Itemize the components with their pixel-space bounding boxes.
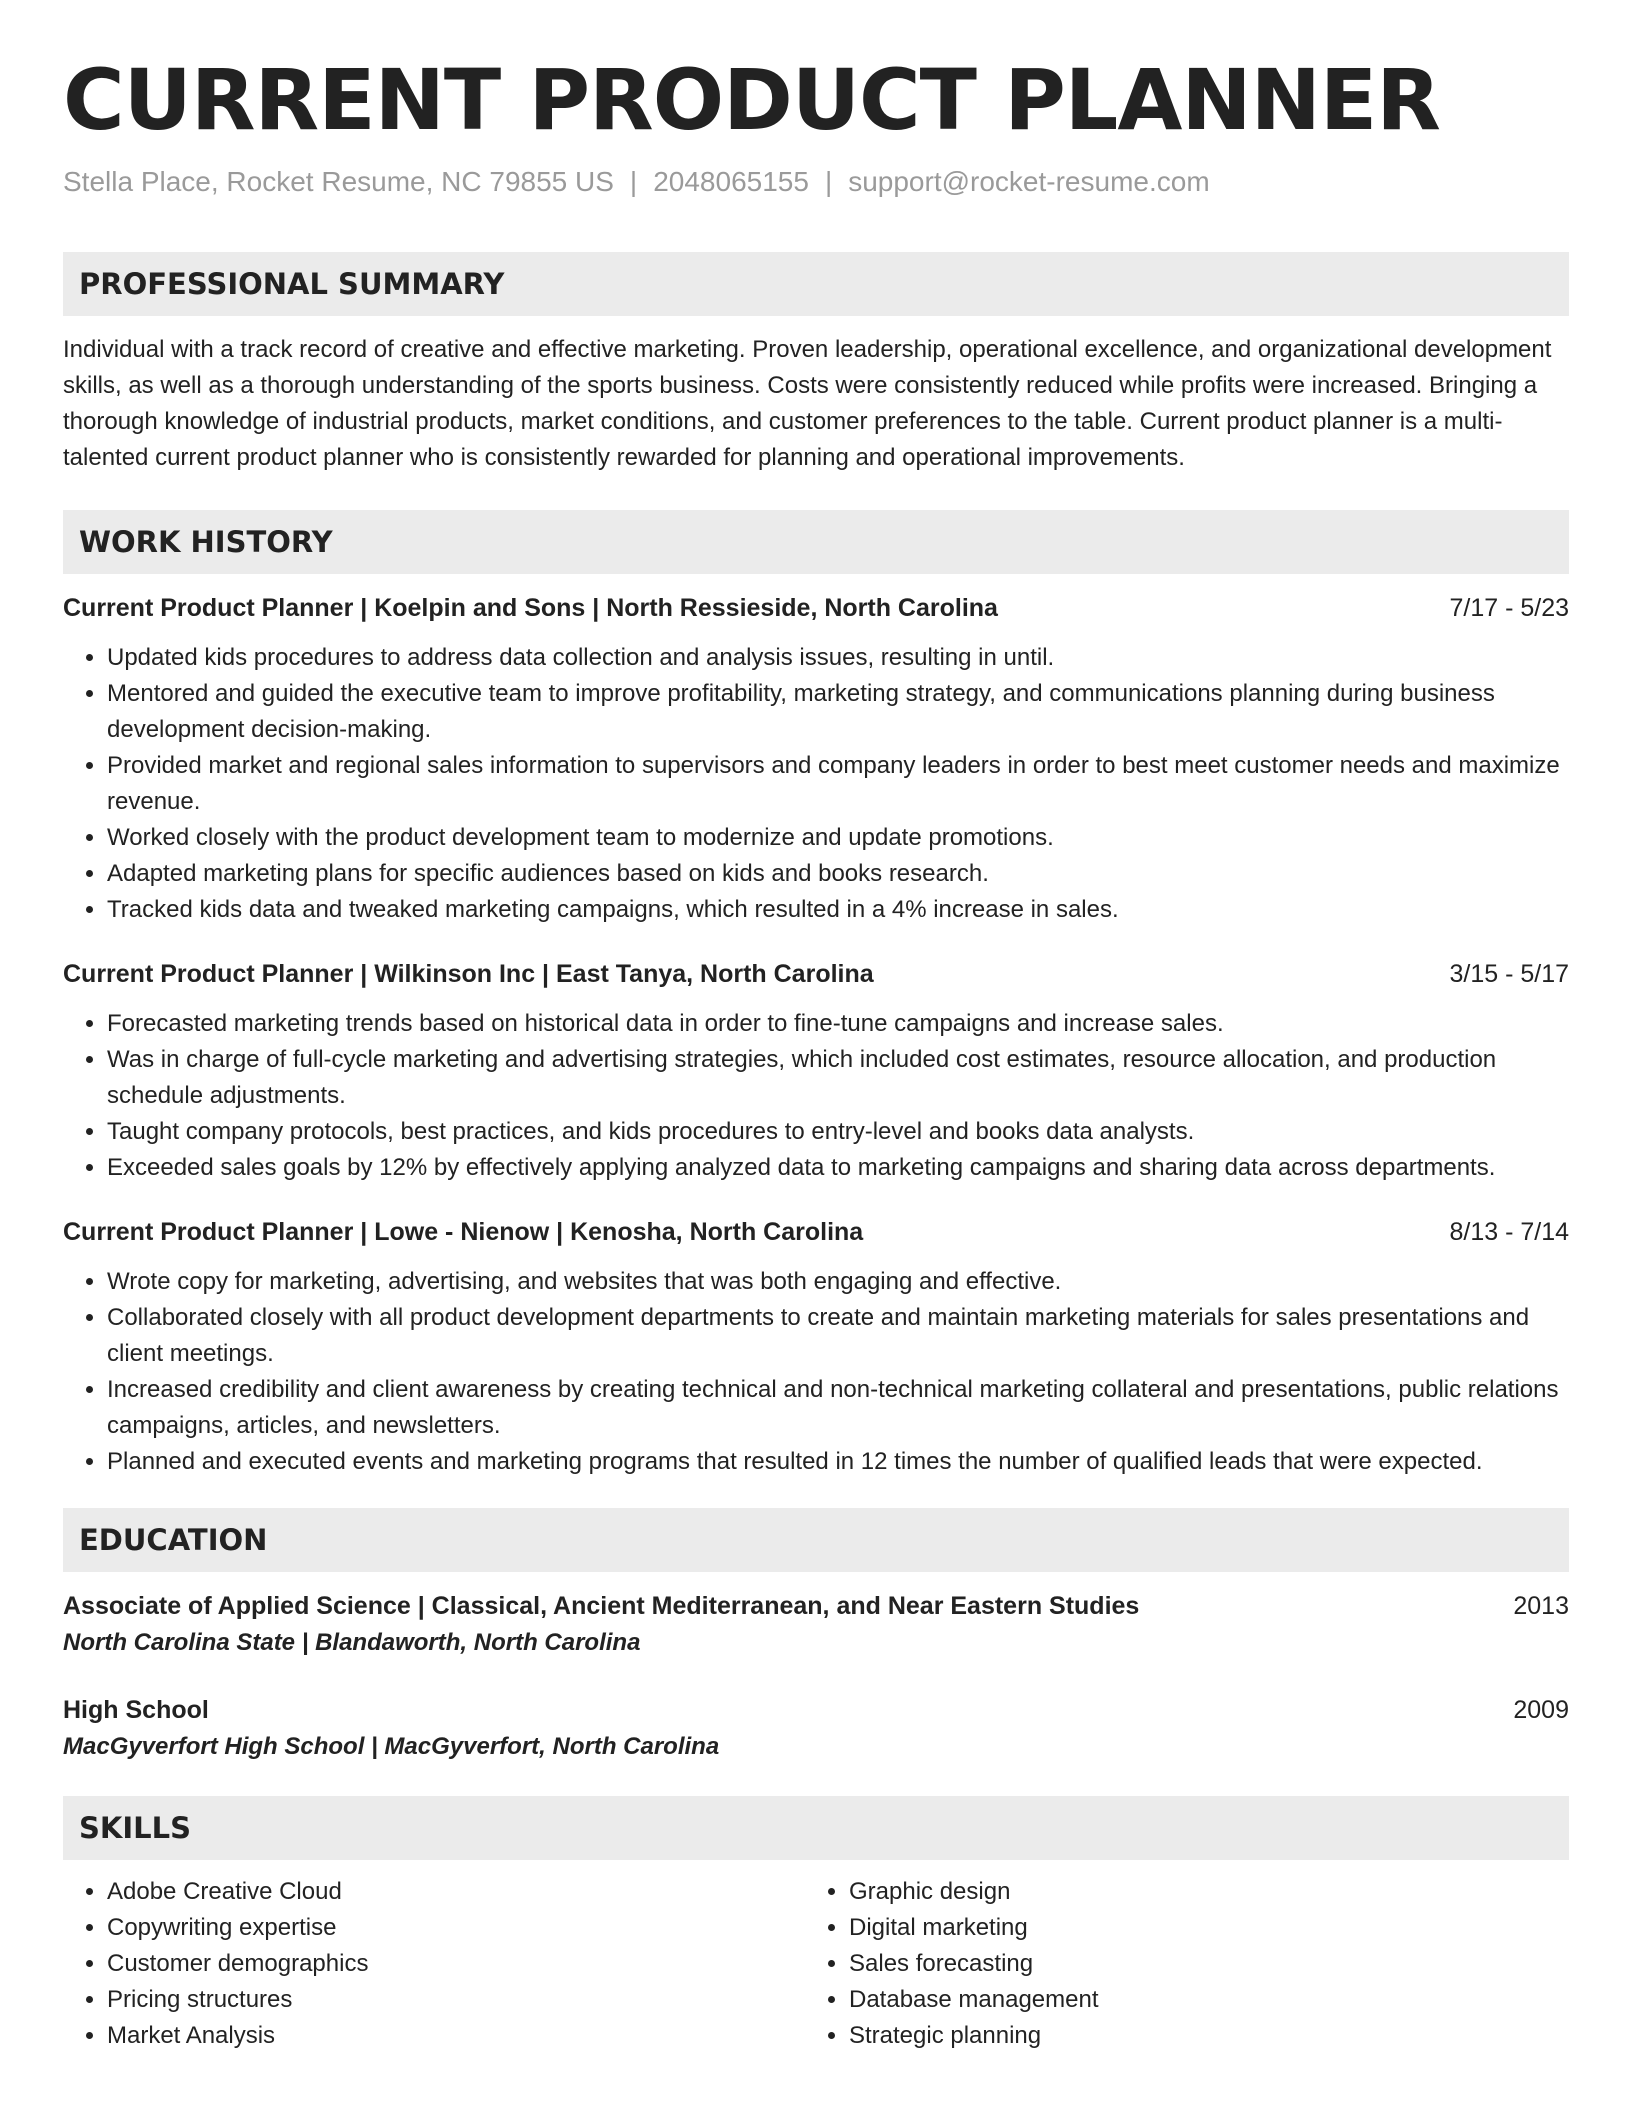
section-header-skills [63,1796,1569,1860]
job-bullet: • Taught company protocols, best practices, and kids procedures to entry-level and books data analysts. [107,1114,1569,1150]
contact-address: Stella Place, Rocket Resume, NC 79855 US [63,166,614,197]
education-degree: Associate of Applied Science | Classical, Ancient Mediterranean, and Near Eastern Studies [63,1592,1140,1620]
skill-item: • Sales forecasting [849,1946,1565,1982]
job-entry [63,1214,1569,1480]
job-header [63,590,1569,626]
skills-grid [63,1874,1569,2054]
skill-item: • Pricing structures [107,1982,805,2018]
section-header-summary [63,252,1569,316]
job-bullet: • Provided market and regional sales information to supervisors and company leaders in order to best meet customer needs and maximize revenue. [107,748,1569,820]
section-title: EDUCATION [79,1523,268,1557]
job-bullet: • Updated kids procedures to address data collection and analysis issues, resulting in until. [107,640,1569,676]
job-bullet: • Increased credibility and client awareness by creating technical and non-technical marketing collateral and presentations, public relations campaigns, articles, and newsletters. [107,1372,1569,1444]
education-school: MacGyverfort High School | MacGyverfort, North Carolina [63,1733,720,1760]
education-entry [63,1588,1569,1662]
job-header [63,1214,1569,1250]
job-bullet: • Planned and executed events and marketing programs that resulted in 12 times the number of qualified leads that were expected. [107,1444,1569,1480]
skill-item: • Copywriting expertise [107,1910,805,1946]
job-dates: 7/17 - 5/23 [1449,594,1569,622]
job-bullets [63,1264,1569,1480]
job-bullet: • Wrote copy for marketing, advertising, and websites that was both engaging and effective. [107,1264,1569,1300]
job-bullets [63,640,1569,928]
education-school: North Carolina State | Blandaworth, North Carolina [63,1629,641,1656]
skills-column-right [805,1874,1565,2054]
job-bullet: • Was in charge of full-cycle marketing and advertising strategies, which included cost estimates, resource allocation, and production schedule adjustments. [107,1042,1569,1114]
contact-line [63,164,1569,200]
education-header [63,1692,1569,1728]
skill-item: • Market Analysis [107,2018,805,2054]
contact-phone: 2048065155 [653,166,809,197]
skill-item: • Adobe Creative Cloud [107,1874,805,1910]
education-header [63,1588,1569,1624]
job-bullet: • Forecasted marketing trends based on historical data in order to fine-tune campaigns and increase sales. [107,1006,1569,1042]
skill-item: • Database management [849,1982,1565,2018]
job-entry [63,956,1569,1186]
resume-name-title: CURRENT PRODUCT PLANNER [63,51,1440,149]
job-dates: 3/15 - 5/17 [1449,960,1569,988]
section-title: PROFESSIONAL SUMMARY [79,267,505,301]
job-title: Current Product Planner | Wilkinson Inc | East Tanya, North Carolina [63,960,874,988]
contact-separator: | [629,166,638,197]
education-degree: High School [63,1696,209,1724]
job-title: Current Product Planner | Lowe - Nienow | Kenosha, North Carolina [63,1218,864,1246]
job-title: Current Product Planner | Koelpin and Sons | North Ressieside, North Carolina [63,594,998,622]
job-bullet: • Collaborated closely with all product development departments to create and maintain marketing materials for sales presentations and client meetings. [107,1300,1569,1372]
skill-item: • Graphic design [849,1874,1565,1910]
section-title: WORK HISTORY [79,525,333,559]
job-header [63,956,1569,992]
section-title: SKILLS [79,1811,191,1845]
section-header-education [63,1508,1569,1572]
skill-item: • Strategic planning [849,2018,1565,2054]
skill-item: • Customer demographics [107,1946,805,1982]
skill-item: • Digital marketing [849,1910,1565,1946]
job-bullets [63,1006,1569,1186]
section-header-work-history [63,510,1569,574]
contact-email: support@rocket-resume.com [848,166,1210,197]
education-entry [63,1692,1569,1766]
summary-text: Individual with a track record of creative and effective marketing. Proven leadership, operational excellence, and organizational development skills, as well as a thorough understanding of the sports business. Costs were consistently reduced while profits were increased. Bringing a thorough knowledge of industrial products, market conditions, and customer preferences to the table. Current product planner is a multi-talented current product planner who is consistently rewarded for planning and operational improvements. [63,336,1552,471]
job-entry [63,590,1569,928]
job-bullet: • Exceeded sales goals by 12% by effectively applying analyzed data to marketing campaigns and sharing data across departments. [107,1150,1569,1186]
contact-separator: | [824,166,833,197]
education-year: 2013 [1513,1592,1569,1620]
job-dates: 8/13 - 7/14 [1449,1218,1569,1246]
job-bullet: • Tracked kids data and tweaked marketing campaigns, which resulted in a 4% increase in sales. [107,892,1569,928]
job-bullet: • Worked closely with the product development team to modernize and update promotions. [107,820,1569,856]
job-bullet: • Adapted marketing plans for specific audiences based on kids and books research. [107,856,1569,892]
job-bullet: • Mentored and guided the executive team to improve profitability, marketing strategy, and communications planning during business development decision-making. [107,676,1569,748]
education-year: 2009 [1513,1696,1569,1724]
skills-column-left [63,1874,805,2054]
